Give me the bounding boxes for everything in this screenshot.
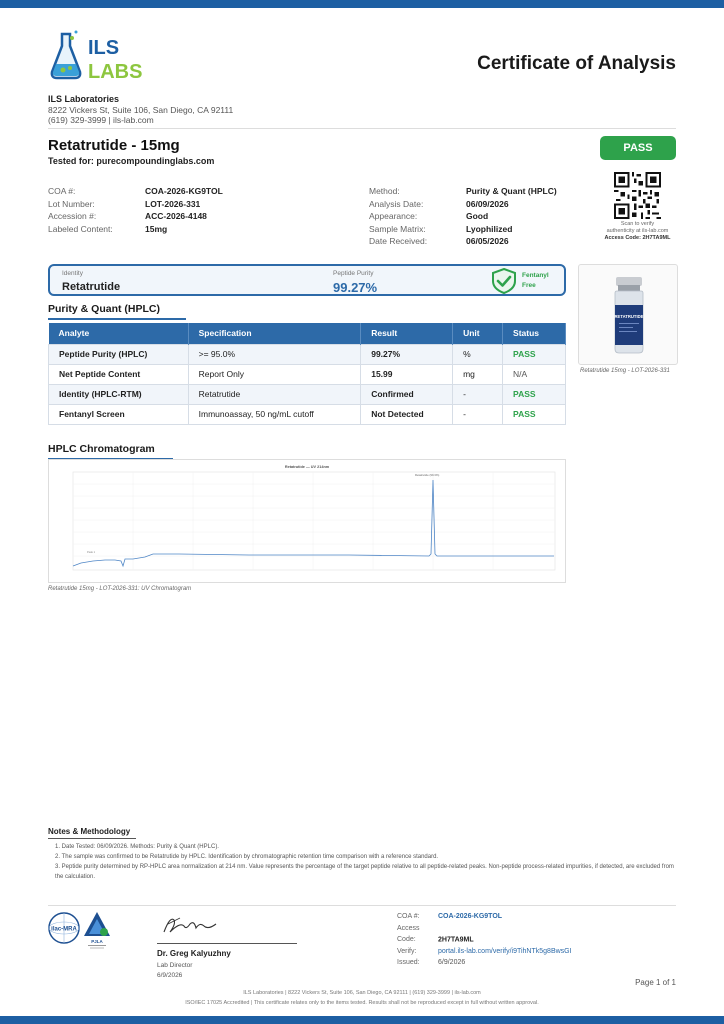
meta-right-keys: Method: Analysis Date: Appearance: Sample Matrix: Date Received: (369, 186, 428, 246)
signature-image (160, 910, 220, 940)
signer-role: Lab Director (157, 962, 193, 969)
divider (48, 128, 676, 129)
table-header-row (49, 323, 566, 344)
fentanyl-free-label: Fentanyl Free (522, 272, 549, 289)
lab-name: ILS Laboratories (48, 94, 120, 104)
product-image (578, 264, 678, 365)
signer-details (157, 961, 192, 981)
bottom-brand-bar (0, 1016, 724, 1024)
chromatogram-caption: Retatrutide 15mg - LOT-2026-331: UV Chromatogram (48, 586, 192, 592)
identity-label: Identity (62, 270, 83, 277)
analysis-date: 06/09/2026 (466, 198, 509, 209)
purity-label: Peptide Purity (333, 270, 374, 277)
sample-matrix: Lyophilized (466, 223, 513, 234)
section-underline (48, 318, 186, 320)
lab-address: 8222 Vickers St, Suite 106, San Diego, CA 92111 (48, 104, 234, 115)
footer-disclaimer: ISO/IEC 17025 Accredited | This certificate relates only to the items tested. Results shall not be reproduced except in full without written approval. (185, 1000, 539, 1006)
verify-coa: COA-2026-KG9TOL (438, 913, 503, 920)
purity-value: 99.27% (333, 280, 378, 295)
signature-date: 6/9/2026 (157, 972, 183, 979)
accession-number: ACC-2026-4148 (145, 211, 207, 221)
status-badge: PASS (600, 136, 676, 160)
product-name: Retatrutide - 15mg (48, 137, 180, 154)
svg-text:PJLA: PJLA (91, 939, 103, 944)
note-item: 1. Date Tested: 06/09/2026. Methods: Purity & Quant (HPLC). (55, 844, 219, 850)
note-item: 3. Peptide purity determined by RP-HPLC area normalization at 214 nm. Value represents the percentage of the target peptide relative to all peptide-related peaks. Non-peptide process-related impurities, if detected, are excluded from the calculation. (55, 864, 674, 880)
col-status: Status (503, 323, 566, 344)
col-specification: Specification (188, 323, 361, 344)
issued-date: 6/9/2026 (438, 959, 466, 966)
meta-right-values (466, 185, 557, 248)
page-number: Page 1 of 1 (635, 978, 676, 987)
signature-line (157, 943, 297, 944)
tested-for: Tested for: purecompoundinglabs.com (48, 156, 215, 166)
top-brand-bar (0, 0, 724, 8)
notes-underline (48, 838, 136, 839)
table-row: Identity (HPLC-RTM) Retatrutide Confirmed - PASS (49, 384, 566, 404)
svg-text:LABS: LABS (88, 61, 143, 82)
results-section-title: Purity & Quant (HPLC) (48, 303, 160, 315)
ilac-mra-badge-icon (48, 912, 80, 944)
chromatogram-title: Retatrutide — UV 214nm (284, 465, 330, 469)
verify-access-code: 2H7TA9ML (438, 936, 474, 943)
lot-number: LOT-2026-331 (145, 198, 201, 209)
divider (48, 905, 676, 906)
vial-icon (579, 265, 679, 366)
qr-caption: Scan to verify authenticity at ils-lab.com Access Code: 2H7TA9ML (604, 221, 671, 241)
ils-labs-logo (48, 28, 160, 82)
svg-text:ilac-MRA: ilac-MRA (51, 926, 77, 933)
lab-contact: (619) 329-3999 | ils-lab.com (48, 115, 154, 125)
svg-text:ILS: ILS (88, 37, 120, 59)
col-unit: Unit (453, 323, 503, 344)
shield-check-icon (490, 268, 518, 294)
chromatogram-section-title: HPLC Chromatogram (48, 443, 155, 455)
product-image-caption: Retatrutide 15mg - LOT-2026-331 (580, 368, 670, 374)
date-received: 06/05/2026 (466, 236, 509, 246)
flask-icon (52, 31, 80, 79)
appearance: Good (466, 211, 489, 221)
pjla-badge-icon (82, 910, 112, 950)
labeled-content: 15mg (145, 223, 168, 234)
coa-number: COA-2026-KG9TOL (145, 186, 223, 196)
peak-label: Retatrutide (99.3%) (415, 473, 440, 477)
signer-name: Dr. Greg Kalyuzhny (157, 949, 231, 958)
table-row: Fentanyl Screen Immunoassay, 50 ng/mL cutoff Not Detected - PASS (49, 404, 566, 424)
document-title: Certificate of Analysis (477, 53, 676, 74)
notes-list (55, 842, 675, 882)
col-analyte: Analyte (49, 323, 189, 344)
verification-block: COA #: COA-2026-KG9TOL Access Code: 2H7TA9ML Verify: portal.ils-lab.com/verify/i9TihNTk5g8BwsGI Issued: 6/9/2026 (397, 913, 572, 966)
meta-left-values (145, 185, 223, 235)
chromatogram-image (48, 459, 566, 583)
qr-code-icon[interactable] (614, 172, 661, 219)
lab-info (48, 94, 233, 126)
col-result: Result (361, 323, 453, 344)
svg-text:RETATRUTIDE: RETATRUTIDE (614, 314, 644, 319)
summary-box (48, 264, 566, 296)
table-row: Net Peptide Content Report Only 15.99 mg N/A (49, 364, 566, 384)
results-table (48, 323, 566, 425)
meta-left-keys: COA #: Lot Number: Accession #: Labeled Content: (48, 186, 113, 234)
identity-value: Retatrutide (62, 281, 121, 293)
notes-title: Notes & Methodology (48, 827, 131, 836)
svg-text:Peak 1: Peak 1 (87, 551, 96, 554)
qr-access-code: 2H7TA9ML (642, 235, 671, 241)
table-row: Peptide Purity (HPLC) >= 95.0% 99.27% % PASS (49, 344, 566, 364)
verify-link[interactable]: portal.ils-lab.com/verify/i9TihNTk5g8BwsGI (438, 947, 572, 955)
note-item: 2. The sample was confirmed to be Retatrutide by HPLC. Identification by chromatographic retention time comparison with a reference standard. (55, 854, 439, 860)
footer-contact: ILS Laboratories | 8222 Vickers St, Suite 106, San Diego, CA 92111 | (619) 329-3999 | ils-lab.com (243, 990, 481, 996)
method: Purity & Quant (HPLC) (466, 186, 557, 196)
